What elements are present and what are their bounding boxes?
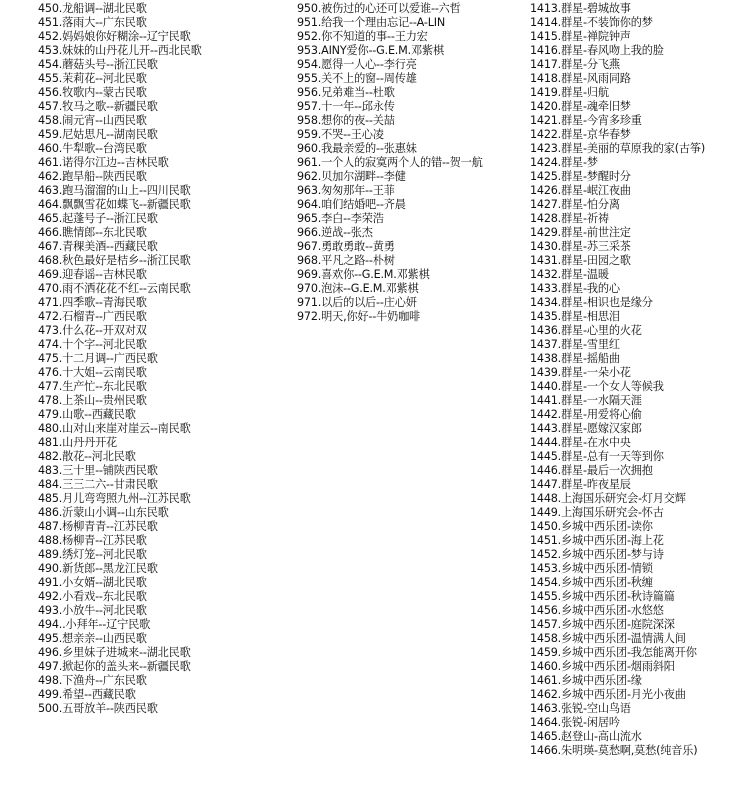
song-list-item: 1441.群星-一水隔天涯	[530, 394, 642, 407]
song-list-item: 970.泡沫--G.E.M.邓紫棋	[297, 282, 419, 295]
song-list-item: 1419.群星-归航	[530, 86, 609, 99]
song-list-item: 456.牧歌内--蒙古民歌	[38, 86, 147, 99]
song-list-item: 1466.朱明瑛-莫愁啊,莫愁(纯音乐)	[530, 744, 698, 757]
song-list-item: 1425.群星-梦醒时分	[530, 170, 631, 183]
song-list-item: 1417.群星-分飞燕	[530, 58, 620, 71]
song-list-item: 1437.群星-雪里红	[530, 338, 620, 351]
song-list-item: 1455.乡城中西乐团-秋诗篇篇	[530, 590, 675, 603]
song-list-item: 1439.群星-一朵小花	[530, 366, 631, 379]
song-list-item: 459.尼姑思凡--湖南民歌	[38, 128, 158, 141]
song-list-item: 951.给我一个理由忘记--A-LIN	[297, 16, 446, 29]
song-list-item: 481.山丹丹开花	[38, 436, 118, 449]
song-list-item: 469.迎春谣--吉林民歌	[38, 268, 147, 281]
song-list-item: 1458.乡城中西乐团-温情满人间	[530, 632, 686, 645]
song-list-item: 1433.群星-我的心	[530, 282, 620, 295]
song-list-item: 971.以后的以后--庄心妍	[297, 296, 417, 309]
song-list-item: 964.咱们结婚吧--齐晨	[297, 198, 406, 211]
song-list-item: 1434.群星-相识也是缘分	[530, 296, 653, 309]
song-list-item: 1422.群星-京华春梦	[530, 128, 631, 141]
song-list-item: 1429.群星-前世注定	[530, 226, 631, 239]
song-list-item: 475.十二月调--广西民歌	[38, 352, 158, 365]
song-list-item: 1451.乡城中西乐团-海上花	[530, 534, 664, 547]
song-list-item: 486.沂蒙山小调--山东民歌	[38, 506, 169, 519]
song-list-item: 473.什么花--开双对双	[38, 324, 147, 337]
song-list-item: 1426.群星-岷江夜曲	[530, 184, 631, 197]
song-list-item: 1423.群星-美丽的草原我的家(古筝)	[530, 142, 706, 155]
song-list-item: 1443.群星-愿嫁汉家郎	[530, 422, 642, 435]
song-list-item: 1413.群星-碧城故事	[530, 2, 631, 15]
song-list-item: 454.蘑菇头号--浙江民歌	[38, 58, 158, 71]
song-list-item: 1438.群星-摇船曲	[530, 352, 620, 365]
song-list-item: 471.四季歌--青海民歌	[38, 296, 147, 309]
song-list-item: 460.牛犁歌--台湾民歌	[38, 142, 147, 155]
song-list-item: 961.一个人的寂寞两个人的错--贺一航	[297, 156, 483, 169]
song-list-item: 1416.群星-春风吻上我的脸	[530, 44, 664, 57]
song-list-item: 479.山歌--西藏民歌	[38, 408, 136, 421]
song-list-item: 474.十个字--河北民歌	[38, 338, 147, 351]
song-list-item: 1450.乡城中西乐团-读你	[530, 520, 653, 533]
song-list-item: 1459.乡城中西乐团-我怎能离开你	[530, 646, 697, 659]
song-list-item: 465.起蓬号子--浙江民歌	[38, 212, 158, 225]
song-list-item: 1440.群星-一个女人等候我	[530, 380, 664, 393]
song-list-item: 1418.群星-风雨同路	[530, 72, 631, 85]
song-list-item: 467.青稞美酒--西藏民歌	[38, 240, 158, 253]
song-list-item: 468.秋色最好是桔乡--浙江民歌	[38, 254, 191, 267]
song-list-item: 495.想亲亲--山西民歌	[38, 632, 147, 645]
song-list-column-3	[530, 2, 705, 758]
song-list-item: 1430.群星-苏三采茶	[530, 240, 631, 253]
song-list-item: 1442.群星-用爱将心偷	[530, 408, 642, 421]
song-list-item: 466.瞧情郎--东北民歌	[38, 226, 147, 239]
song-list-item: 492.小看戏--东北民歌	[38, 590, 147, 603]
song-list-item: 950.被伤过的心还可以爱谁--六哲	[297, 2, 461, 15]
song-list-item: 1414.群星-不装饰你的梦	[530, 16, 653, 29]
song-list-item: 1444.群星-在水中央	[530, 436, 631, 449]
song-list-item: 500.五哥放羊--陕西民歌	[38, 702, 158, 715]
song-list-item: 972.明天,你好--牛奶咖啡	[297, 310, 421, 323]
song-list-item: 966.逆战--张杰	[297, 226, 373, 239]
song-list-item: 1428.群星-祈祷	[530, 212, 609, 225]
song-list-item: 488.杨柳青--江苏民歌	[38, 534, 147, 547]
song-list-item: 954.愿得一人心--李行亮	[297, 58, 417, 71]
song-list-item: 489.绣灯笼--河北民歌	[38, 548, 147, 561]
song-list-item: 1427.群星-怕分离	[530, 198, 620, 211]
song-list-item: 1432.群星-温暖	[530, 268, 609, 281]
song-list-item: 476.十大姐--云南民歌	[38, 366, 147, 379]
song-list-item: 455.茉莉花--河北民歌	[38, 72, 147, 85]
song-list-item: 965.李白--李荣浩	[297, 212, 384, 225]
song-list-item: 458.闹元宵--山西民歌	[38, 114, 147, 127]
song-list-item: 967.勇敢勇敢--黄勇	[297, 240, 395, 253]
song-list-item: 484.三三二六--甘肃民歌	[38, 478, 158, 491]
song-list-item: 497.掀起你的盖头来--新疆民歌	[38, 660, 191, 673]
song-list-item: 1435.群星-相思泪	[530, 310, 620, 323]
song-list-item: 1431.群星-田园之歌	[530, 254, 631, 267]
song-list-item: 452.妈妈娘你好糊涂--辽宁民歌	[38, 30, 191, 43]
song-list-item: 1424.群星-梦	[530, 156, 598, 169]
song-list-item: 480.山对山来崖对崖云--南民歌	[38, 422, 191, 435]
song-list-item: 1453.乡城中西乐团-情锁	[530, 562, 653, 575]
song-list-item: 962.贝加尔湖畔--李健	[297, 170, 406, 183]
song-list-item: 450.龙船调--湖北民歌	[38, 2, 147, 15]
song-list-item: 968.平凡之路--朴树	[297, 254, 395, 267]
song-list-item: 496.乡里妹子进城来--湖北民歌	[38, 646, 191, 659]
song-list-item: 1447.群星-昨夜星辰	[530, 478, 631, 491]
song-list-item: 969.喜欢你--G.E.M.邓紫棋	[297, 268, 430, 281]
song-list-item: 960.我最亲爱的--张惠妹	[297, 142, 417, 155]
song-list-item: 498.下渔舟--广东民歌	[38, 674, 147, 687]
song-list-item: 491.小女婿--湖北民歌	[38, 576, 147, 589]
song-list-item: 493.小放牛--河北民歌	[38, 604, 147, 617]
song-list-item: 952.你不知道的事--王力宏	[297, 30, 428, 43]
song-list-item: 1464.张锐-闲居吟	[530, 716, 620, 729]
song-list-item: 1445.群星-总有一天等到你	[530, 450, 664, 463]
song-list-item: 461.诺得尔江边--吉林民歌	[38, 156, 169, 169]
song-list-item: 464.飘飘雪花如蝶飞--新疆民歌	[38, 198, 191, 211]
song-list-item: 1436.群星-心里的火花	[530, 324, 642, 337]
song-list-item: 494..小拜年--辽宁民歌	[38, 618, 151, 631]
song-list-item: 1456.乡城中西乐团-水悠悠	[530, 604, 664, 617]
song-list-item: 1446.群星-最后一次拥抱	[530, 464, 653, 477]
song-list-item: 487.杨柳青青--江苏民歌	[38, 520, 158, 533]
song-list-column-1	[38, 2, 202, 716]
song-list-item: 457.牧马之歌--新疆民歌	[38, 100, 158, 113]
song-list-item: 1448.上海国乐研究会-灯月交辉	[530, 492, 686, 505]
song-list-item: 499.希望--西藏民歌	[38, 688, 136, 701]
song-list-item: 483.三十里--铺陕西民歌	[38, 464, 158, 477]
song-list-item: 958.想你的夜--关喆	[297, 114, 395, 127]
song-list-item: 1452.乡城中西乐团-梦与诗	[530, 548, 664, 561]
song-list-item: 1454.乡城中西乐团-秋缠	[530, 576, 653, 589]
song-list-item: 462.跑旱船--陕西民歌	[38, 170, 147, 183]
song-list-item: 490.新货郎--黑龙江民歌	[38, 562, 158, 575]
song-list-item: 1465.赵登山-高山流水	[530, 730, 642, 743]
song-list-item: 1457.乡城中西乐团-庭院深深	[530, 618, 675, 631]
song-list-item: 1462.乡城中西乐团-月光小夜曲	[530, 688, 686, 701]
song-list-item: 963.匆匆那年--王菲	[297, 184, 395, 197]
song-list-item: 1449.上海国乐研究会-怀古	[530, 506, 664, 519]
song-list-item: 957.十一年--邱永传	[297, 100, 395, 113]
song-list-item: 953.AINY爱你--G.E.M.邓紫棋	[297, 44, 444, 57]
song-list-item: 1415.群星-禅院钟声	[530, 30, 631, 43]
song-list-item: 482.散花--河北民歌	[38, 450, 136, 463]
song-list-item: 1460.乡城中西乐团-烟雨斜阳	[530, 660, 675, 673]
song-list-item: 1421.群星-今宵多珍重	[530, 114, 642, 127]
song-list-item: 1420.群星-魂牵旧梦	[530, 100, 631, 113]
song-list-item: 485.月儿弯弯照九州--江苏民歌	[38, 492, 191, 505]
song-list-item: 463.跑马溜溜的山上--四川民歌	[38, 184, 191, 197]
song-list-item: 472.石榴青--广西民歌	[38, 310, 147, 323]
song-list-item: 955.关不上的窗--周传雄	[297, 72, 417, 85]
song-list-item: 959.不哭--王心凌	[297, 128, 384, 141]
song-list-item: 477.生产忙--东北民歌	[38, 380, 147, 393]
song-list-item: 956.兄弟难当--杜歌	[297, 86, 395, 99]
song-list-item: 1461.乡城中西乐团-缘	[530, 674, 642, 687]
song-list-item: 470.雨不洒花花不红--云南民歌	[38, 282, 191, 295]
song-list-item: 451.落雨大--广东民歌	[38, 16, 147, 29]
song-list-item: 453.妹妹的山丹花儿开--西北民歌	[38, 44, 202, 57]
song-list-column-2	[297, 2, 483, 324]
song-list-item: 478.上茶山--贵州民歌	[38, 394, 147, 407]
song-list-item: 1463.张锐-空山鸟语	[530, 702, 631, 715]
